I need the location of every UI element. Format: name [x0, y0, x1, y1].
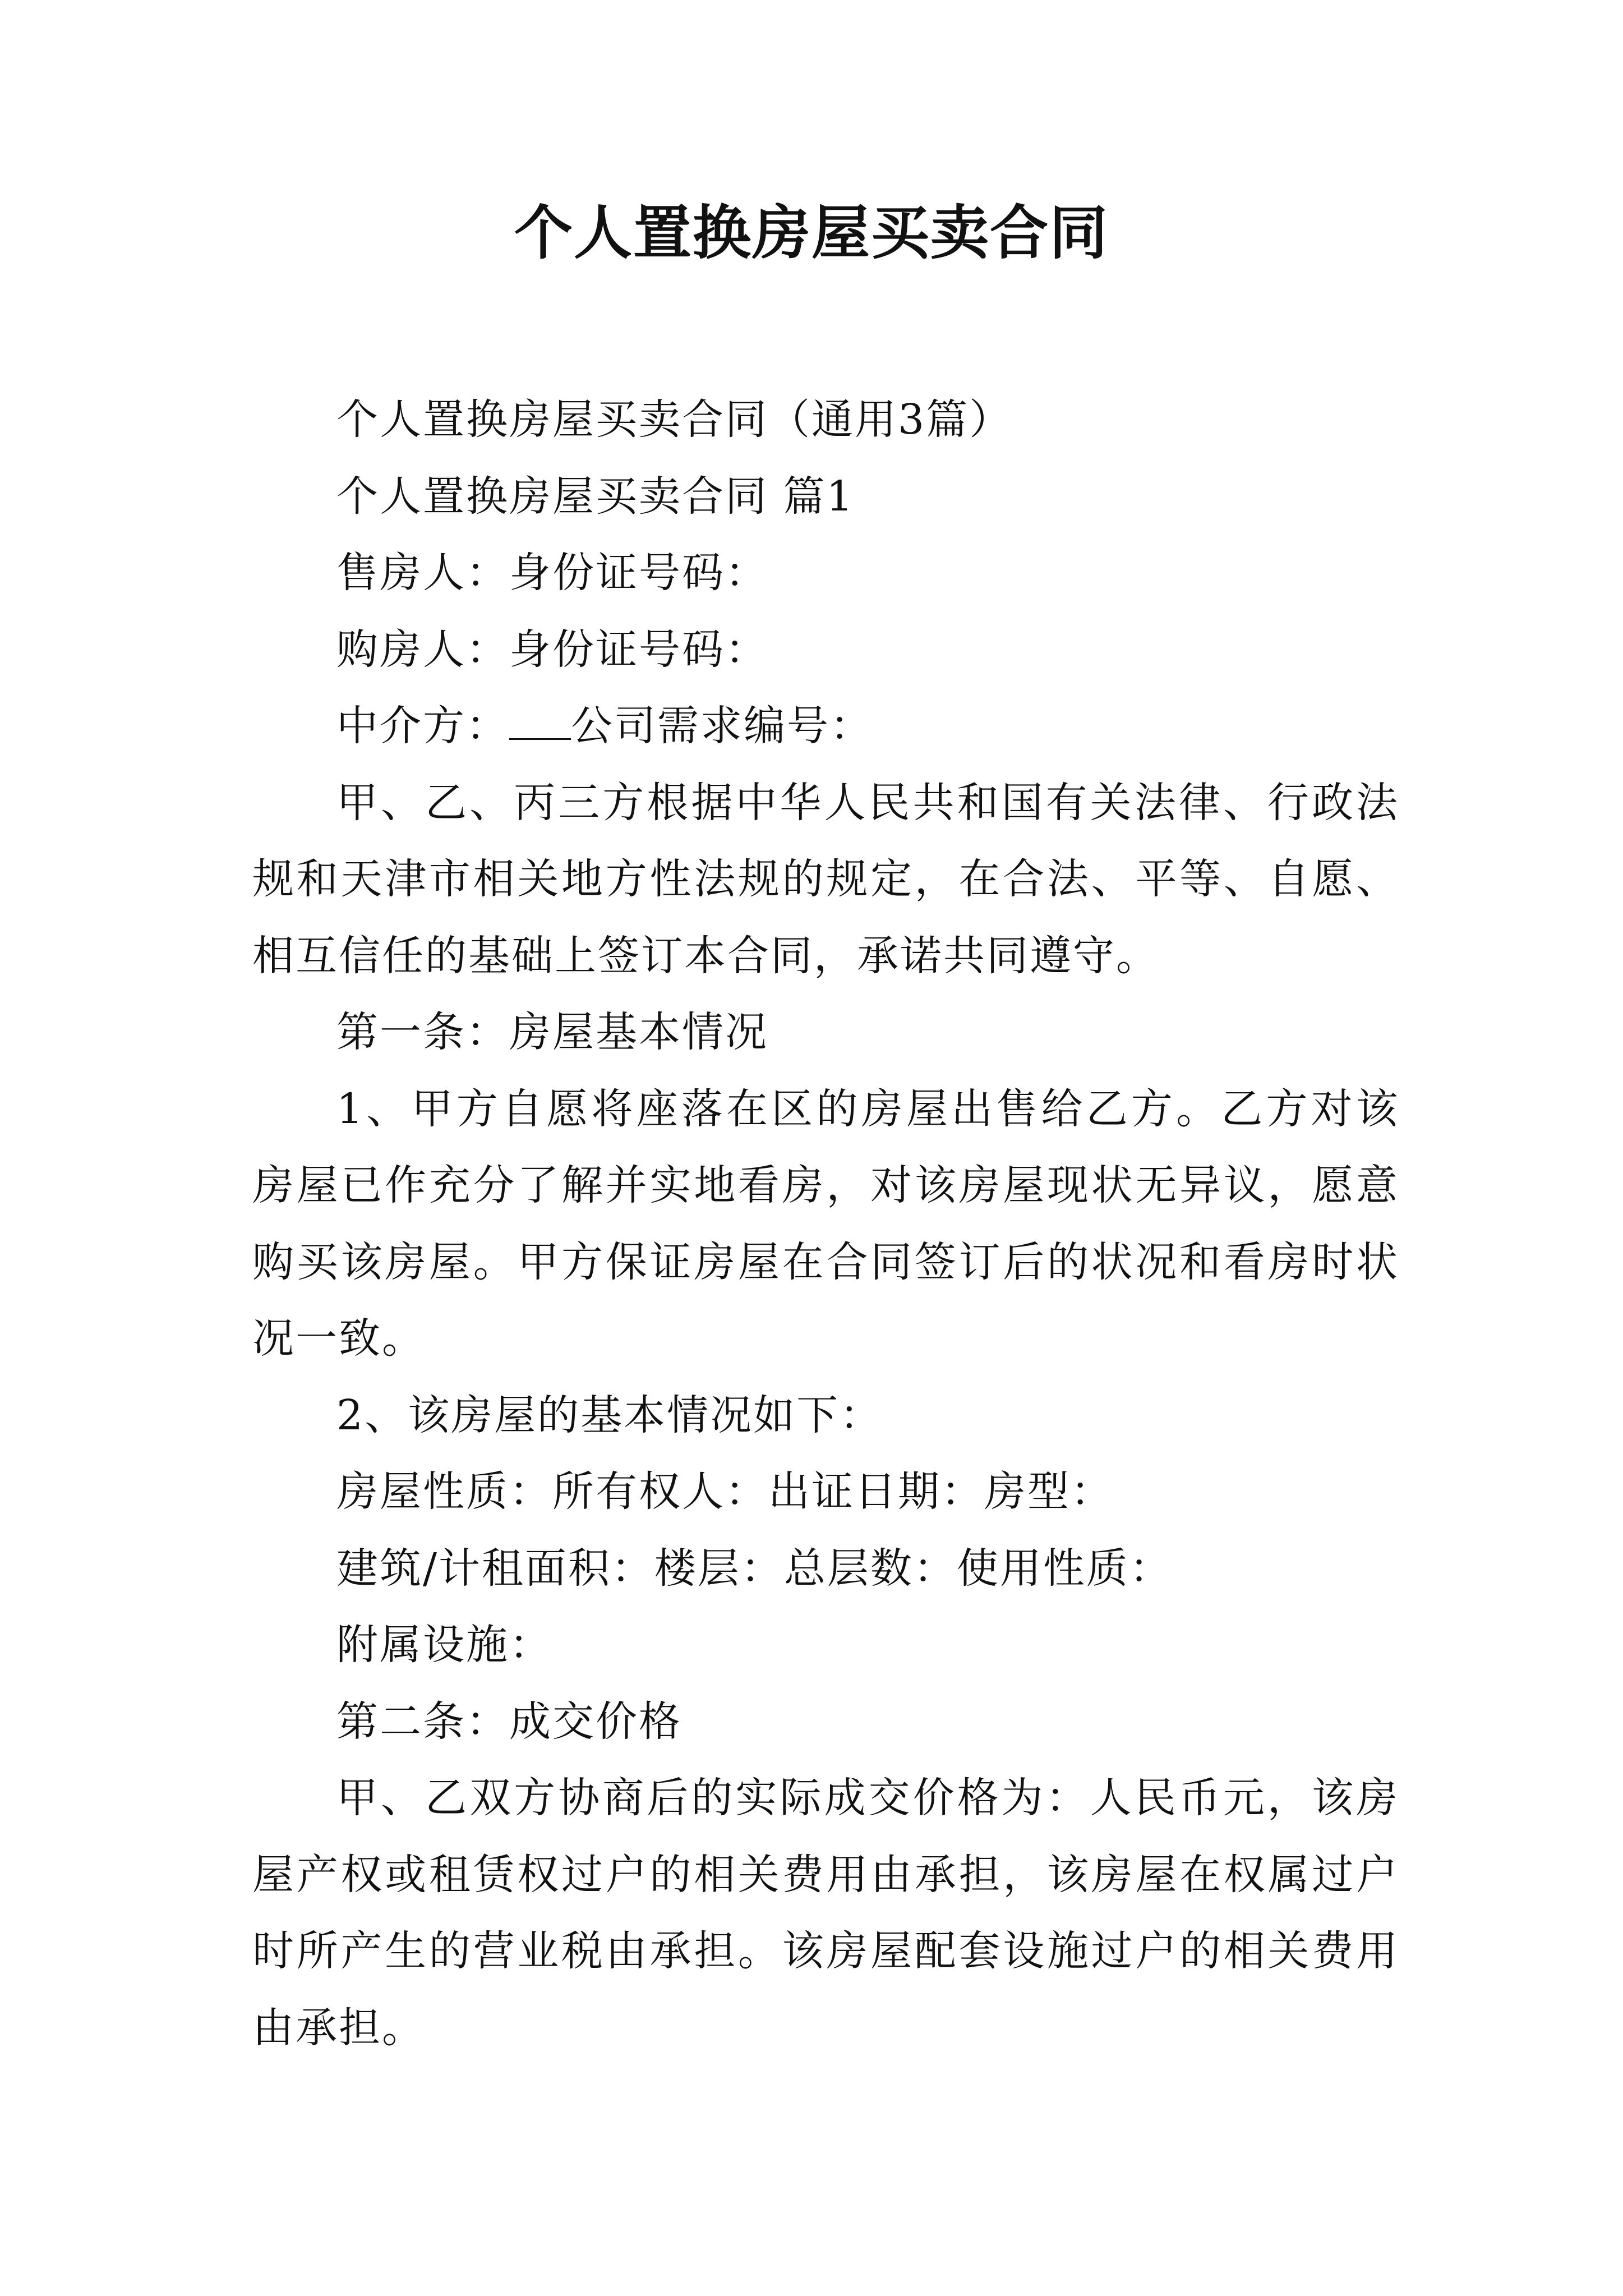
- paragraph: 建筑/计租面积：楼层：总层数：使用性质：: [336, 1544, 1173, 1593]
- blank-underline: [509, 733, 571, 740]
- paragraph: 附属设施：: [336, 1621, 552, 1669]
- paragraph: 甲、乙双方协商后的实际成交价格为：人民币元，该房屋产权或租赁权过户的相关费用由承担，该房屋在权属过户时所产生的营业税由承担。该房屋配套设施过户的相关费用由承担。: [252, 1774, 1399, 2052]
- document-title: 个人置换房屋买卖合同: [514, 199, 1109, 267]
- paragraph: 1、甲方自愿将座落在区的房屋出售给乙方。乙方对该房屋已作充分了解并实地看房，对该房屋现状无异议，愿意购买该房屋。甲方保证房屋在合同签订后的状况和看房时状况一致。: [252, 1084, 1399, 1363]
- paragraph: 个人置换房屋买卖合同（通用3篇）: [336, 395, 1013, 444]
- agent-line: [252, 688, 1399, 765]
- paragraph: 购房人：身份证号码：: [336, 625, 768, 674]
- paragraph: 第二条：成交价格: [336, 1697, 682, 1746]
- paragraph: 第一条：房屋基本情况: [336, 1008, 768, 1056]
- paragraph: 甲、乙、丙三方根据中华人民共和国有关法律、行政法规和天津市相关地方性法规的规定，在合法、平等、自愿、相互信任的基础上签订本合同，承诺共同遵守。: [252, 778, 1399, 980]
- paragraph: 房屋性质：所有权人：出证日期：房型：: [336, 1467, 1114, 1516]
- paragraph: 售房人：身份证号码：: [336, 549, 768, 597]
- document-body: [252, 381, 1399, 2066]
- agent-line-prefix: 中介方：: [336, 702, 509, 750]
- paragraph: 个人置换房屋买卖合同 篇1: [336, 472, 855, 521]
- paragraph: 2、该房屋的基本情况如下：: [336, 1391, 883, 1439]
- agent-line-suffix: 公司需求编号：: [571, 702, 873, 750]
